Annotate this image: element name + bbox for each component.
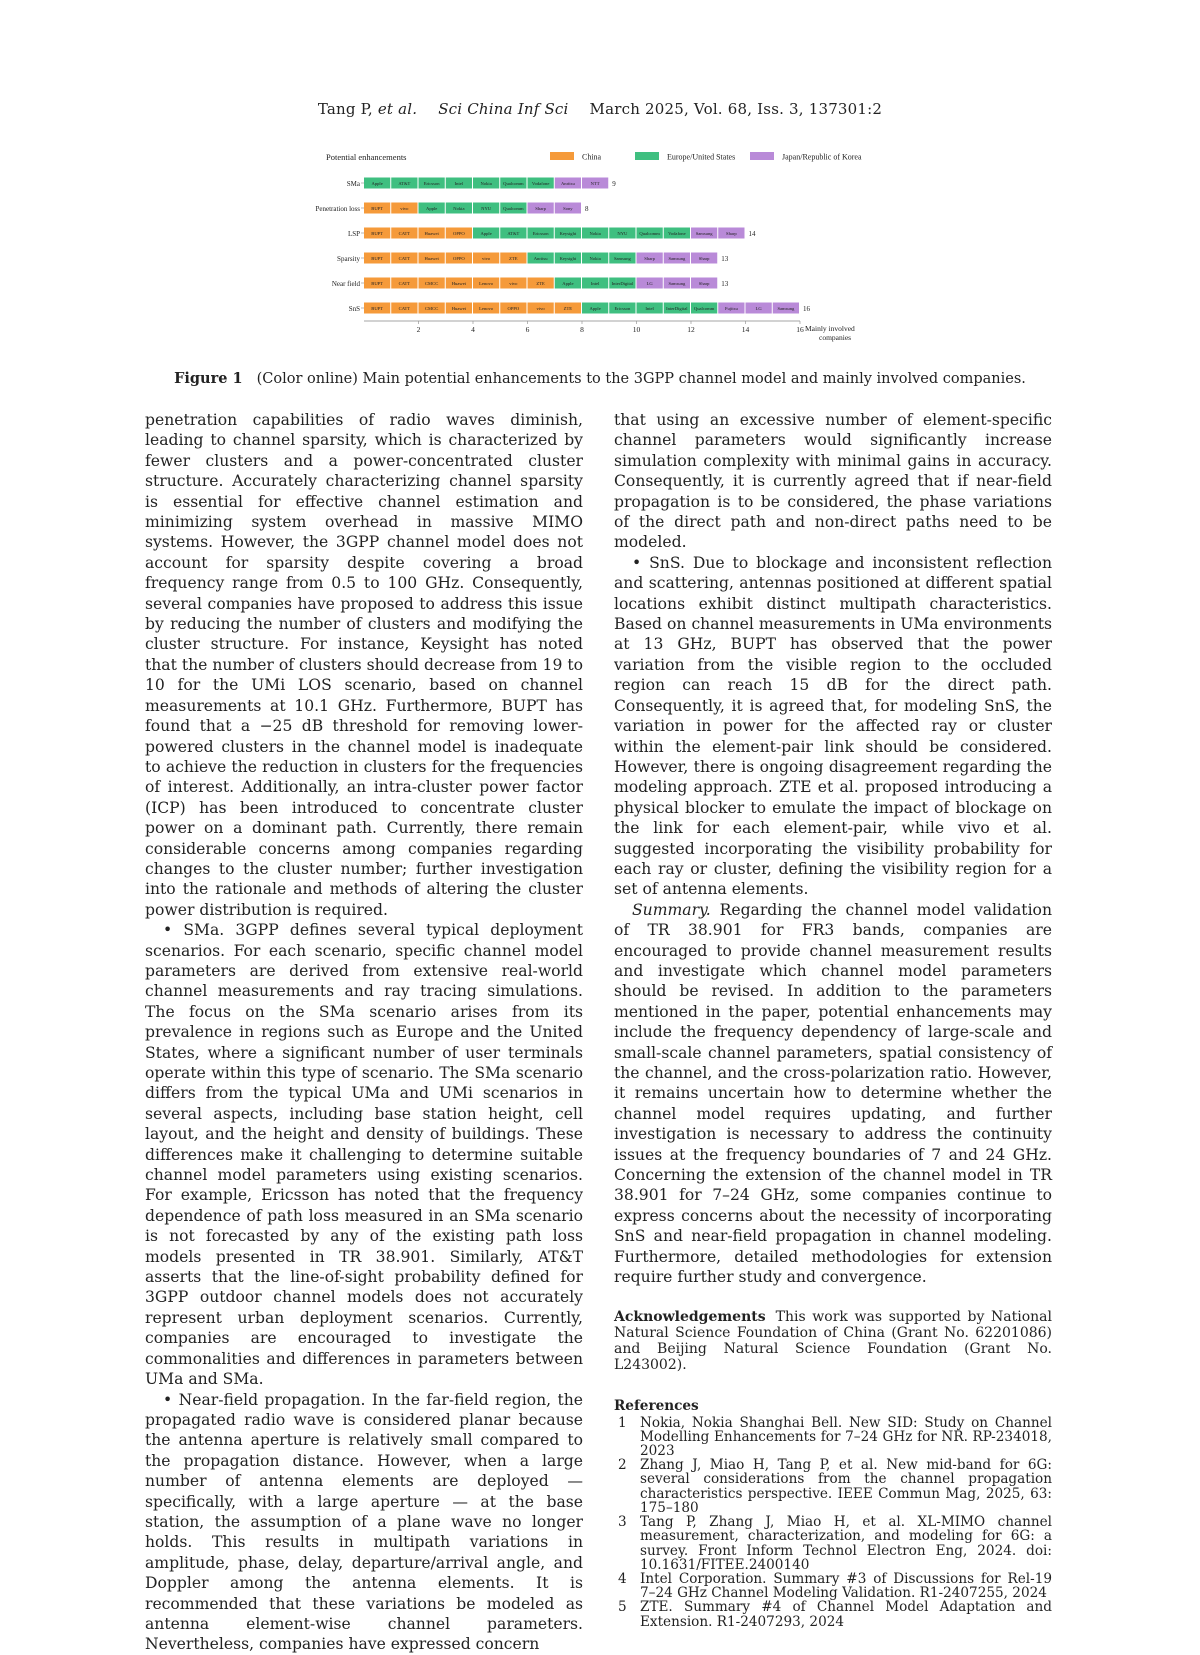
company-label: BUPT [371,281,383,286]
reference-text: Nokia, Nokia Shanghai Bell. New SID: Study on Channel Modelling Enhancements for 7–24 GHz for NR. RP-234018, 2023 [640,1414,1052,1460]
company-label: ZTE [536,281,545,286]
company-label: Intel [454,181,464,186]
row-label: LSP [347,230,360,238]
x-tick-label: 2 [416,325,421,334]
legend-label: Europe/United States [667,152,736,162]
row-total: 14 [748,230,756,238]
row-total: 9 [612,180,616,188]
company-label: vivo [400,206,409,211]
company-label: Nokia [453,206,465,211]
company-label: Apple [589,306,601,311]
chart-xlabel-line: Mainly involved [805,324,855,333]
company-label: InterDigital [666,306,688,311]
company-label: Huawei [424,256,439,261]
chart-xlabel-line: companies [819,333,852,342]
acknowledgements [614,1309,1052,1373]
company-label: Sony [563,206,573,211]
caption-text: (Color online) Main potential enhancements to the 3GPP channel model and mainly involved companies. [256,371,1026,387]
summary-label: Summary. [632,900,711,919]
company-label: Keysight [559,256,577,261]
legend-swatch [550,152,574,160]
row-label: Near field [331,280,360,288]
company-label: Apple [562,281,574,286]
company-label: Qualcomm [639,231,660,236]
company-label: LG [646,281,653,286]
paragraph-near-field: • Near-field propagation. In the far-field region, the propagated radio wave is considered planar because the antenna aperture is relatively small compared to the propagation distance. However, when a large number of antenna elements are deployed — specifically, with a large aperture — at the base station, the assumption of a plane wave no longer holds. This results in multipath variations in amplitude, phase, delay, departure/arrival angle, and Doppler among the antenna elements. It is recommended that these variations be modeled as antenna element-wise channel parameters. Nevertheless, companies have expressed concern [145,1390,583,1654]
company-label: vivo [509,281,518,286]
company-label: Samsung [613,256,631,261]
company-label: Vodafone [531,181,550,186]
company-label: CMCC [424,281,439,286]
row-total: 13 [721,255,729,263]
x-tick-label: 12 [687,325,695,334]
company-label: NYU [617,231,628,236]
row-label: SMa [346,180,360,188]
company-label: OPPO [507,306,520,311]
reference-number: 1 [618,1414,627,1431]
reference-number: 4 [618,1570,627,1587]
references [614,1399,1052,1628]
company-label: Keysight [559,231,577,236]
company-label: Ericsson [532,231,549,236]
company-label: BUPT [371,256,383,261]
company-label: BUPT [371,206,383,211]
reference-item [614,1515,1052,1572]
header-journal: Sci China Inf Sci [438,100,569,118]
reference-number: 2 [618,1457,627,1474]
reference-item [614,1572,1052,1600]
company-label: AT&T [507,231,520,236]
company-label: Apple [480,231,492,236]
company-label: ZTE [509,256,518,261]
company-label: OPPO [453,256,465,261]
company-label: BUPT [371,306,383,311]
reference-text: Intel Corporation. Summary #3 of Discussions for Rel-19 7–24 GHz Channel Modeling Validation. R1-2407255, 2024 [640,1570,1052,1602]
company-label: BUPT [371,231,383,236]
caption-label: Figure 1 [174,370,243,387]
row-label: Sparsity [337,255,360,263]
reference-number: 3 [618,1514,627,1531]
paragraph: penetration capabilities of radio waves diminish, leading to channel sparsity, which is characterized by fewer clusters and a power-concentrated cluster structure. Accurately characterizing channel sparsity is essential for effective channel estimation and minimizing system overhead in massive MIMO systems. However, the 3GPP channel model does not account for sparsity despite covering a broad frequency range from 0.5 to 100 GHz. Consequently, several companies have proposed to address this issue by reducing the number of clusters and modifying the cluster structure. For instance, Keysight has noted that the number of clusters should decrease from 19 to 10 for the UMi LOS scenario, based on channel measurements at 10.1 GHz. Furthermore, BUPT has found that a −25 dB threshold for removing lower-powered clusters in the channel model is inadequate to achieve the reduction in clusters for the frequencies of interest. Additionally, an intra-cluster power factor (ICP) has been introduced to concentrate cluster power on a dominant path. Currently, there remain considerable concerns among companies regarding changes to the cluster number; further investigation into the rationale and methods of altering the cluster power distribution is required. [145,411,583,919]
company-label: Samsung [695,231,713,236]
company-label: Ericsson [423,181,440,186]
company-label: Sharp [698,256,710,261]
company-label: AT&T [398,181,411,186]
row-total: 13 [721,280,729,288]
company-label: CATT [398,306,411,311]
company-label: Lenovo [479,306,494,311]
company-label: OPPO [453,231,465,236]
paragraph-sma: • SMa. 3GPP defines several typical deployment scenarios. For each scenario, specific channel model parameters are derived from extensive real-world channel measurements and ray tracing simulations. The focus on the SMa scenario arises from its prevalence in regions such as Europe and the United States, where a significant number of user terminals operate within this type of scenario. The SMa scenario differs from the typical UMa and UMi scenarios in several aspects, including base station height, cell layout, and the height and density of buildings. These differences make it challenging to determine suitable channel model parameters using existing scenarios. For example, Ericsson has noted that the frequency dependence of path loss measured in an SMa scenario is not forecasted by any of the existing path loss models presented in TR 38.901. Similarly, AT&T asserts that the line-of-sight probability defined for 3GPP outdoor channel models does not accurately represent urban deployment scenarios. Currently, companies are encouraged to investigate the commonalities and differences in parameters between UMa and SMa. [145,921,583,1389]
reference-list [614,1416,1052,1629]
company-label: CMCC [424,306,439,311]
company-label: Nokia [480,181,492,186]
company-label: Qualcomm [693,306,715,311]
row-total: 8 [585,205,589,213]
reference-item [614,1416,1052,1459]
x-tick-label: 4 [471,325,475,334]
company-label: CATT [398,256,411,261]
row-total: 16 [803,305,810,313]
right-column [614,410,1052,1629]
x-tick-label: 14 [741,325,750,334]
paragraph-summary [614,900,1052,1288]
reference-text: Zhang J, Miao H, Tang P, et al. New mid-band for 6G: several considerations from the channel propagation characteristics perspective. IEEE Commun Mag, 2025, 63: 175–180 [640,1457,1052,1516]
company-label: Intel [645,306,654,311]
company-label: Huawei [424,231,439,236]
row-label: SnS [348,305,360,313]
reference-text: ZTE. Summary #4 of Channel Model Adaptation and Extension. R1-2407293, 2024 [640,1599,1052,1630]
header-authors: Tang P, et al. [317,100,418,118]
company-label: Huawei [451,281,467,286]
paragraph-sns: • SnS. Due to blockage and inconsistent reflection and scattering, antennas positioned at different spatial locations exhibit distinct multipath characteristics. Based on channel measurements in UMa environments at 13 GHz, BUPT has observed that the power variation from the visible region to the occluded region can reach 15 dB for the direct path. Consequently, it is agreed that, for modeling SnS, the variation in power for the affected ray or cluster within the element-pair link should be considered. However, there is ongoing disagreement regarding the modeling approach. ZTE et al. proposed introducing a physical blocker to emulate the impact of blockage on the link for each element-pair, while vivo et al. suggested incorporating the visibility probability for each ray or cluster, defining the visibility region for a set of antenna elements. [614,553,1052,899]
legend-swatch [635,152,659,160]
header-issue: March 2025, Vol. 68, Iss. 3, 137301:2 [589,100,883,118]
legend-swatch [750,152,774,160]
company-label: Sharp [698,281,710,286]
summary-text: Regarding the channel model validation of TR 38.901 for FR3 bands, companies are encouraged to provide channel measurement results and investigate which channel model parameters should be revised. In addition to the parameters mentioned in the paper, potential enhancements may include the frequency dependency of large-scale and small-scale channel parameters, spatial consistency of the channel, and the cross-polarization ratio. However, it remains uncertain how to determine whether the channel model requires updating, and further investigation is necessary to address the continuity issues at the frequency boundaries of 7 and 24 GHz. Concerning the extension of the channel model in TR 38.901 for 7–24 GHz, some companies continue to express concerns about the necessity of incorporating SnS and near-field propagation in channel modeling. Furthermore, detailed methodologies for extension require further study and convergence. [614,900,1052,1287]
company-label: InterDigital [611,281,634,286]
running-header [0,100,1200,118]
chart-legend [550,152,862,162]
company-label: CATT [398,231,411,236]
company-label: vivo [482,256,491,261]
figure-caption [0,370,1200,387]
legend-label: Japan/Republic of Korea [782,152,862,162]
chart-ylabel: Potential enhancements [326,152,407,162]
x-tick-label: 8 [580,325,584,334]
ack-label: Acknowledgements [614,1309,766,1326]
company-label: ZTE [563,306,573,311]
company-label: Fujitsu [724,306,738,311]
company-label: Ericsson [614,306,631,311]
company-label: Vodafone [668,231,686,236]
company-label: Apple [426,206,438,211]
x-tick-label: 6 [525,325,530,334]
company-label: Nokia [589,231,601,236]
reference-number: 5 [618,1599,627,1616]
company-label: Sharp [726,231,737,236]
companies-chart [300,145,900,345]
company-label: Samsung [668,281,686,286]
company-label: LG [755,306,762,311]
company-label: Qualcomm [503,206,524,211]
ack-text: This work was supported by National Natural Science Foundation of China (Grant No. 62201086) and Beijing Natural Science Foundation (Grant No. L243002). [614,1309,1052,1374]
reference-item [614,1600,1052,1628]
company-label: NYU [481,206,492,211]
company-label: Anritsu [533,256,548,261]
chart-xlabel [805,324,855,342]
company-label: Intel [590,281,600,286]
x-axis-ticks [417,321,804,334]
chart-rows [315,178,810,314]
company-label: CATT [398,281,411,286]
references-title: References [614,1398,699,1415]
company-label: NTT [590,181,600,186]
x-tick-label: 10 [632,325,641,334]
company-label: vivo [536,306,545,311]
row-label: Penetration loss [315,205,360,213]
company-label: Samsung [668,256,686,261]
company-label: Sharp [644,256,655,261]
company-label: Anritsu [560,181,575,186]
company-label: Nokia [589,256,601,261]
left-column [145,410,583,1655]
reference-text: Tang P, Zhang J, Miao H, et al. XL-MIMO channel measurement, characterization, and modeling for 6G: a survey. Front Inform Technol Electron Eng, 2024. doi: 10.1631/FITEE.2400140 [640,1514,1052,1573]
paragraph: that using an excessive number of element-specific channel parameters would significantly increase simulation complexity with minimal gains in accuracy. Consequently, it is currently agreed that if near-field propagation is to be considered, the phase variations of the direct path and non-direct paths need to be modeled. [614,411,1052,552]
company-label: Qualcomm [503,181,524,186]
x-tick-label: 16 [796,325,804,334]
company-label: Sharp [535,206,546,211]
company-label: Apple [371,181,383,186]
company-label: Lenovo [479,281,494,286]
legend-label: China [582,152,602,162]
reference-item [614,1458,1052,1515]
company-label: Samsung [777,306,795,311]
company-label: Huawei [451,306,467,311]
